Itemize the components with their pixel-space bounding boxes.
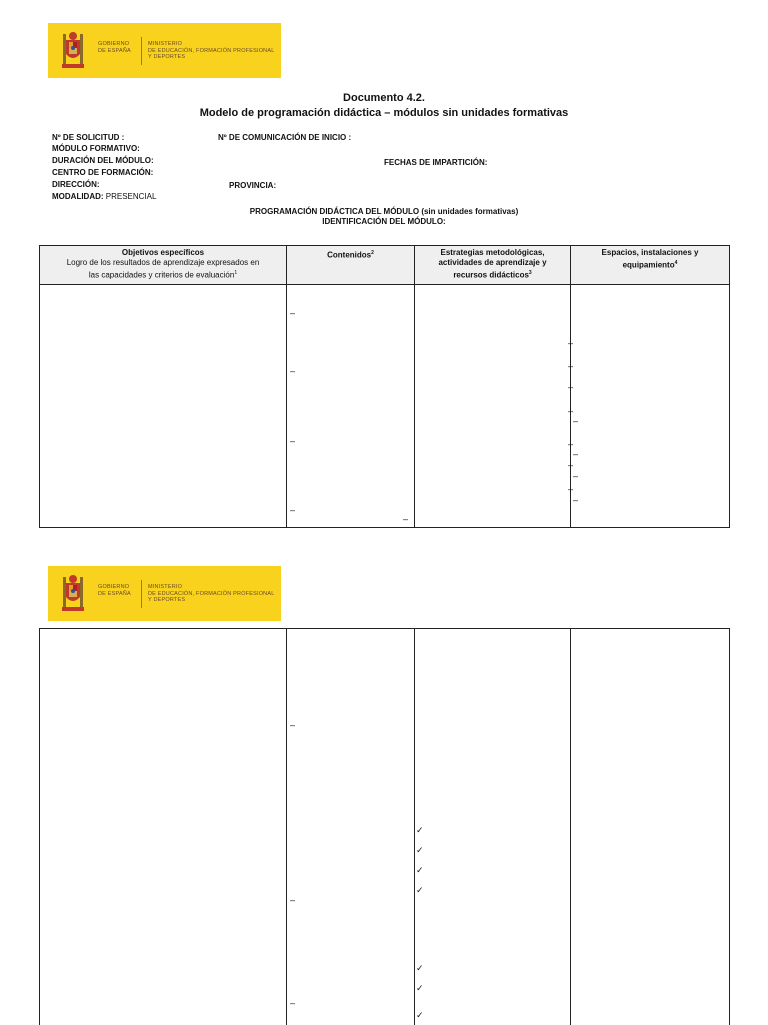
check-icon: ✓ [416,885,424,895]
list-bullet: – [573,449,579,459]
list-bullet: – [568,439,574,449]
section-title: PROGRAMACIÓN DIDÁCTICA DEL MÓDULO (sin unidades formativas) [249,207,519,216]
field-duracion: DURACIÓN DEL MÓDULO: [52,156,154,165]
list-bullet: – [573,471,579,481]
list-bullet: – [568,406,574,416]
document-number: Documento 4.2. [343,92,425,104]
list-bullet: – [403,514,409,524]
gobierno-text: GOBIERNO DE ESPAÑA [98,584,131,597]
table-header-row [40,246,730,285]
list-bullet: – [290,720,296,730]
list-bullet: – [568,460,574,470]
list-bullet: – [290,895,296,905]
check-icon: ✓ [416,1010,424,1020]
government-banner [48,23,281,78]
list-bullet: – [290,366,296,376]
cell-espacios [568,285,730,528]
gobierno-text: GOBIERNO DE ESPAÑA [98,41,131,54]
field-modulo: MÓDULO FORMATIVO: [52,144,140,153]
government-banner [48,566,281,621]
cell-estrategias [415,285,574,528]
table-row [40,629,730,1025]
header-espacios: Espacios, instalaciones y equipamiento$^4$ [571,246,730,285]
ministerio-text: MINISTERIO DE EDUCACIÓN, FORMACIÓN PROFESIONAL Y DEPORTES [148,584,275,603]
cell-contenidos [287,629,415,1025]
list-bullet: – [568,361,574,371]
field-modalidad: MODALIDAD: PRESENCIAL [52,192,157,201]
field-fechas: FECHAS DE IMPARTICIÓN: [384,158,488,167]
list-bullet: – [573,495,579,505]
document-title: Modelo de programación didáctica – módulos sin unidades formativas [199,107,569,119]
cell-contenidos [287,285,415,528]
coat-of-arms-icon [61,573,85,614]
field-solicitud: Nº DE SOLICITUD : [52,133,125,142]
list-bullet: – [290,436,296,446]
list-bullet: – [290,308,296,318]
list-bullet: – [568,338,574,348]
cell-estrategias [415,629,571,1025]
list-bullet: – [290,998,296,1008]
coat-of-arms-icon [61,30,85,71]
table-row [40,285,730,528]
field-direccion: DIRECCIÓN: [52,180,100,189]
check-icon: ✓ [416,825,424,835]
list-bullet: – [568,382,574,392]
check-icon: ✓ [416,983,424,993]
logo-divider [141,37,142,65]
header-objetivos: Objetivos específicos Logro de los resultados de aprendizaje expresados en las capacidades y criterios de evaluación$^1$ [40,246,287,285]
cell-objetivos [40,285,287,528]
section-subtitle: IDENTIFICACIÓN DEL MÓDULO: [322,217,446,226]
header-estrategias: Estrategias metodológicas, actividades de aprendizaje y recursos didácticos$^3$ [415,246,571,285]
field-comunicacion: Nº DE COMUNICACIÓN DE INICIO : [218,133,352,142]
check-icon: ✓ [416,963,424,973]
ministerio-text: MINISTERIO DE EDUCACIÓN, FORMACIÓN PROFESIONAL Y DEPORTES [148,41,275,60]
list-bullet: – [573,416,579,426]
field-provincia: PROVINCIA: [229,181,277,190]
cell-espacios [571,629,730,1025]
check-icon: ✓ [416,845,424,855]
field-centro: CENTRO DE FORMACIÓN: [52,168,154,177]
cell-objetivos [40,629,287,1025]
check-icon: ✓ [416,865,424,875]
programming-table-continued [39,628,730,1025]
list-bullet: – [290,505,296,515]
logo-divider [141,580,142,608]
header-contenidos: Contenidos$^2$ [287,246,415,285]
list-bullet: – [568,484,574,494]
programming-table [39,245,730,528]
